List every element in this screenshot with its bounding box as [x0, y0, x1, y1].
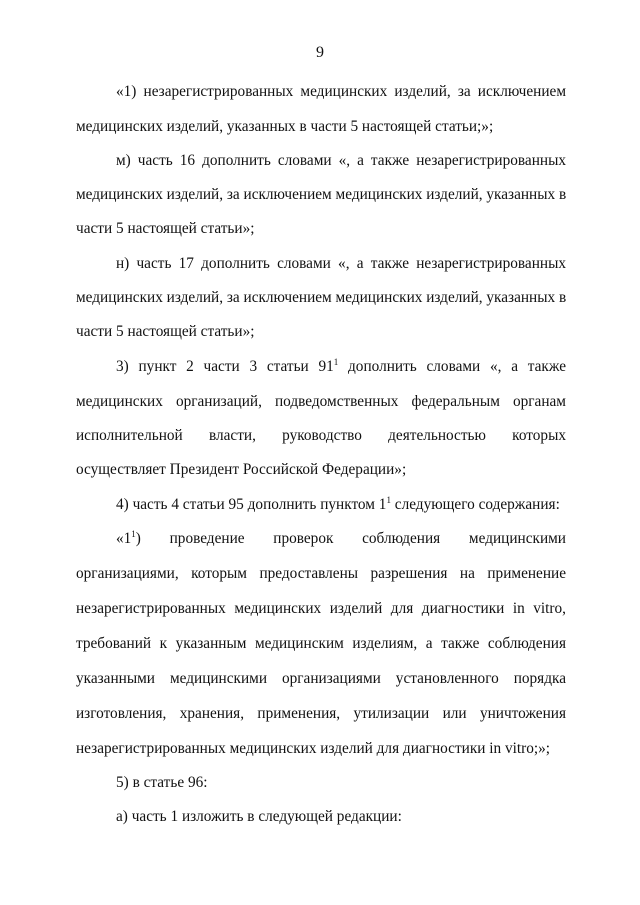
line-text: следующего содержания: [390, 496, 560, 513]
paragraph-line: медицинских изделий, указанных в части 5 настоящей статьи;»; [76, 118, 494, 135]
paragraph-line: незарегистрированных медицинских изделий для диагностики in vitro, [76, 600, 566, 617]
paragraph-line: м) часть 16 дополнить словами «, а также незарегистрированных [116, 152, 566, 169]
line-text: дополнить словами «, а также [338, 358, 566, 375]
line-text: 4) часть 4 статьи 95 дополнить пунктом 1 [116, 496, 387, 513]
paragraph-line [116, 357, 566, 377]
page-number: 9 [316, 44, 324, 61]
paragraph-line: 5) в статье 96: [116, 774, 208, 791]
paragraph-line [116, 495, 566, 515]
paragraph-line: части 5 настоящей статьи»; [76, 220, 255, 237]
paragraph-line: н) часть 17 дополнить словами «, а также незарегистрированных [116, 255, 566, 272]
paragraph-line [116, 529, 566, 549]
superscript: 1 [131, 529, 136, 539]
superscript: 1 [386, 495, 391, 505]
paragraph-line: медицинских изделий, за исключением медицинских изделий, указанных в [76, 186, 567, 203]
line-text: «1 [116, 530, 132, 547]
paragraph-line: «1) незарегистрированных медицинских изделий, за исключением [116, 83, 566, 100]
paragraph-line: осуществляет Президент Российской Федерации»; [76, 461, 407, 478]
paragraph-line: изготовления, хранения, применения, утилизации или уничтожения [76, 705, 566, 722]
paragraph-line: исполнительной власти, руководство деятельностью которых [76, 427, 566, 444]
superscript: 1 [333, 357, 339, 367]
paragraph-line: медицинских организаций, подведомственных федеральным органам [76, 393, 566, 410]
paragraph-line: а) часть 1 изложить в следующей редакции: [116, 808, 402, 825]
paragraph-line: требований к указанным медицинским изделиям, а также соблюдения [76, 635, 566, 652]
paragraph-line: организациями, которым предоставлены разрешения на применение [76, 565, 566, 582]
paragraph-line: незарегистрированных медицинских изделий для диагностики in vitro;»; [76, 740, 551, 757]
paragraph-line: указанными медицинскими организациями установленного порядка [76, 670, 566, 687]
line-text: ) проведение проверок соблюдения медицинскими [135, 530, 566, 547]
line-text: 3) пункт 2 части 3 статьи 91 [116, 358, 334, 375]
paragraph-line: части 5 настоящей статьи»; [76, 323, 255, 340]
paragraph-line: медицинских изделий, за исключением медицинских изделий, указанных в [76, 289, 567, 306]
